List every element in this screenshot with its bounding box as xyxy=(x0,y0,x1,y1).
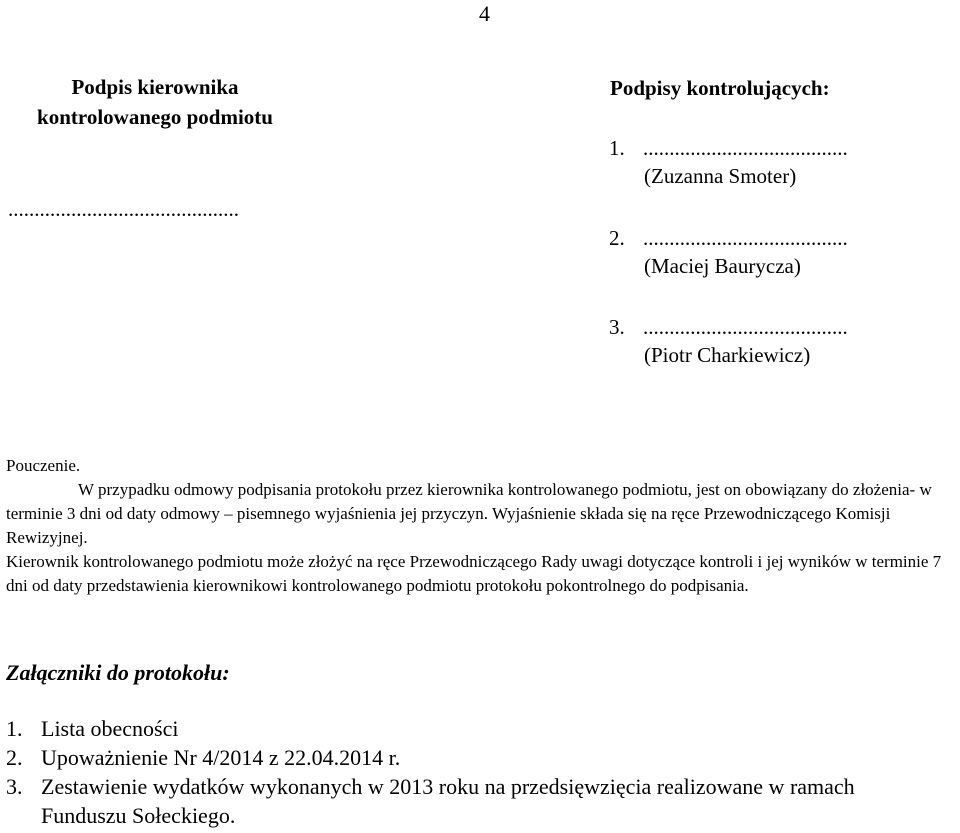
signature-line-2: ....................................... xyxy=(643,226,848,250)
signature-name-1: (Zuzanna Smoter) xyxy=(644,164,797,188)
attachment-item-2: Upoważnienie Nr 4/2014 z 22.04.2014 r. xyxy=(41,745,401,770)
attachment-item-3: Zestawienie wydatków wykonanych w 2013 roku na przedsięwzięcia realizowane w ramach Funduszu Sołeckiego. xyxy=(41,774,855,828)
instruction-paragraph-1: W przypadku odmowy podpisania protokołu przez kierownika kontrolowanego podmiotu, jest on obowiązany do złożenia- w terminie 3 dni od daty odmowy – pisemnego wyjaśnienia jej przyczyn. Wyjaśnienie składa się na ręce Przewodniczącego Komisji Rewizyjnej. xyxy=(6,480,932,547)
attachments-title: Załączniki do protokołu: xyxy=(6,660,230,685)
signature-line-3: ....................................... xyxy=(643,315,848,339)
manager-signature-title-line2: kontrolowanego podmiotu xyxy=(37,105,273,129)
page-number: 4 xyxy=(479,1,490,26)
attachment-number-2: 2. xyxy=(6,745,23,770)
inspectors-signatures-title: Podpisy kontrolujących: xyxy=(610,76,830,100)
signature-name-2: (Maciej Baurycza) xyxy=(644,254,801,278)
instruction-heading: Pouczenie. xyxy=(6,456,81,475)
signature-number-3: 3. xyxy=(609,315,625,339)
manager-signature-line: ............................................ xyxy=(8,197,239,221)
attachment-number-1: 1. xyxy=(6,716,23,741)
instruction-paragraph-2: Kierownik kontrolowanego podmiotu może złożyć na ręce Przewodniczącego Rady uwagi dotyczące kontroli i jej wyników w terminie 7 dni od daty przedstawienia kierownikowi kontrolowanego podmiotu protokołu pokontrolnego do podpisania. xyxy=(6,552,942,595)
attachment-number-3: 3. xyxy=(6,774,23,799)
signature-name-3: (Piotr Charkiewicz) xyxy=(644,343,811,367)
manager-signature-title xyxy=(0,72,310,132)
signature-line-1: ....................................... xyxy=(643,136,848,160)
signature-number-2: 2. xyxy=(609,226,625,250)
attachment-item-1: Lista obecności xyxy=(41,716,179,741)
manager-signature-title-line1: Podpis kierownika xyxy=(71,75,239,99)
signature-number-1: 1. xyxy=(609,136,625,160)
